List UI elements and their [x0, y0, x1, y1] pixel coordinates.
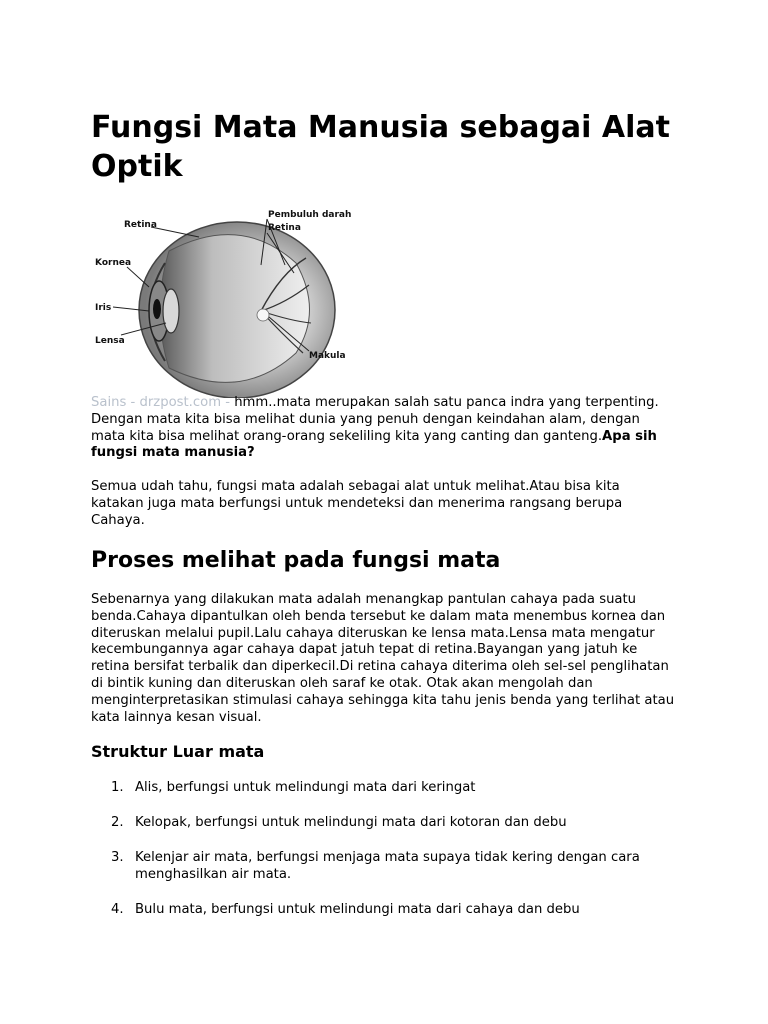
label-iris: Iris — [95, 303, 112, 313]
section-heading-proses: Proses melihat pada fungsi mata — [91, 548, 501, 573]
pupil-shape — [153, 299, 161, 319]
list-item — [91, 849, 675, 883]
optic-disc — [257, 309, 269, 321]
paragraph-proses: Sebenarnya yang dilakukan mata adalah menangkap pantulan cahaya pada suatu benda.Cahaya dipantulkan oleh benda tersebut ke dalam mata menembus kornea dan diteruskan melalui pupil.Lalu cahaya diteruskan ke lensa mata.Lensa mata mengatur kecembungannya agar cahaya dapat jatuh tepat di retina.Bayangan yang jatuh ke retina bersifat terbalik dan diperkecil.Di retina cahaya diterima oleh sel-sel penglihatan di bintik kuning dan diteruskan oleh saraf ke otak. Otak akan mengolah dan menginterpretasikan stimulasi cahaya sehingga kita tahu jenis benda yang terlihat atau kata lainnya kesan visual. — [91, 592, 675, 725]
label-kornea: Kornea — [95, 258, 132, 268]
list-text: Bulu mata, berfungsi untuk melindungi mata dari cahaya dan debu — [135, 902, 580, 917]
intro-question: Apa sih fungsi mata manusia? — [91, 428, 657, 461]
lens-shape — [163, 289, 179, 333]
eyeball-interior — [160, 235, 310, 383]
list-text: Kelopak, berfungsi untuk melindungi mata dari kotoran dan debu — [135, 815, 567, 830]
list-text: Alis, berfungsi untuk melindungi mata dari keringat — [135, 780, 476, 795]
intro-text: hmm..mata merupakan salah satu panca indra yang terpenting. Dengan mata kita bisa melihat dunia yang penuh dengan keindahan alam, dengan mata kita bisa melihat orang-orang sekeliling kita yang canting dan ganteng. — [91, 395, 659, 444]
label-pembuluh: Pembuluh darah — [268, 210, 352, 220]
source-credit[interactable]: Sains - drzpost.com - — [91, 395, 230, 410]
label-lensa: Lensa — [95, 336, 125, 346]
label-makula: Makula — [309, 351, 346, 361]
section-heading-struktur: Struktur Luar mata — [91, 742, 265, 761]
list-number: 2. — [111, 815, 124, 830]
label-retina-2: Retina — [268, 223, 301, 233]
label-retina: Retina — [124, 220, 157, 230]
list-number: 4. — [111, 902, 124, 917]
list-number: 1. — [111, 780, 124, 795]
page-title: Fungsi Mata Manusia sebagai Alat Optik — [91, 110, 670, 184]
intro-paragraph — [91, 395, 659, 462]
list-number: 3. — [111, 850, 124, 865]
paragraph-fungsi: Semua udah tahu, fungsi mata adalah sebagai alat untuk melihat.Atau bisa kita katakan juga mata berfungsi untuk mendeteksi dan menerima rangsang berupa Cahaya. — [91, 479, 623, 528]
list-text: Kelenjar air mata, berfungsi menjaga mata supaya tidak kering dengan cara menghasilkan air mata. — [135, 850, 640, 882]
struktur-list — [91, 779, 691, 936]
list-item — [91, 901, 675, 918]
list-item — [91, 779, 675, 796]
eye-anatomy-figure — [91, 203, 381, 398]
list-item — [91, 814, 675, 831]
